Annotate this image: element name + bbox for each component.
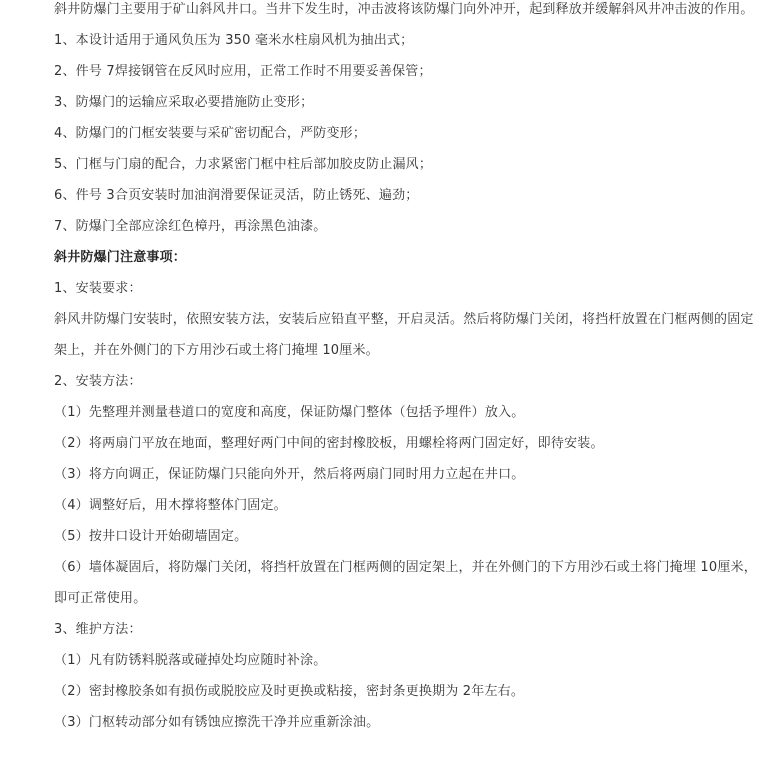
- paragraph: 1、本设计适用于通风负压为 350 毫米水柱扇风机为抽出式；: [54, 33, 414, 48]
- paragraph: （6）墙体凝固后，将防爆门关闭，将挡杆放置在门框两侧的固定架上，并在外侧门的下方用沙石或土将门掩埋 10厘米，即可正常使用。: [54, 560, 757, 606]
- paragraph: （4）调整好后，用木撑将整体门固定。: [54, 498, 287, 513]
- paragraph: 7、防爆门全部应涂红色樟丹，再涂黑色油漆。: [54, 219, 327, 234]
- paragraph: 4、防爆门的门框安装要与采矿密切配合，严防变形；: [54, 126, 367, 141]
- paragraph: （1）凡有防锈料脱落或碰掉处均应随时补涂。: [54, 653, 327, 668]
- paragraph: （5）按井口设计开始砌墙固定。: [54, 529, 248, 544]
- paragraph: 斜井防爆门主要用于矿山斜风井口。当井下发生时，冲击波将该防爆门向外冲开，起到释放并缓解斜风井冲击波的作用。: [54, 2, 754, 17]
- paragraph: （3）门枢转动部分如有锈蚀应擦洗干净并应重新涂油。: [54, 715, 380, 730]
- section-heading: 斜井防爆门注意事项：: [54, 250, 187, 265]
- paragraph: 6、件号 3合页安装时加油润滑要保证灵活，防止锈死、遍劲；: [54, 188, 419, 203]
- paragraph: 2、安装方法：: [54, 374, 142, 389]
- paragraph: （1）先整理并测量巷道口的宽度和高度，保证防爆门整体（包括予埋件）放入。: [54, 405, 525, 420]
- paragraph: （3）将方向调正，保证防爆门只能向外开，然后将两扇门同时用力立起在井口。: [54, 467, 525, 482]
- paragraph: 3、防爆门的运输应采取必要措施防止变形；: [54, 95, 314, 110]
- paragraph: 5、门框与门扇的配合，力求紧密门框中柱后部加胶皮防止漏风；: [54, 157, 433, 172]
- paragraph: 斜风井防爆门安装时，依照安装方法，安装后应铅直平整，开启灵活。然后将防爆门关闭，将挡杆放置在门框两侧的固定架上，并在外侧门的下方用沙石或土将门掩埋 10厘米。: [54, 312, 754, 358]
- paragraph: （2）密封橡胶条如有损伤或脱胶应及时更换或粘接，密封条更换期为 2年左右。: [54, 684, 525, 699]
- paragraph: 2、件号 7焊接钢管在反风时应用，正常工作时不用要妥善保管；: [54, 64, 432, 79]
- paragraph: （2）将两扇门平放在地面，整理好两门中间的密封橡胶板，用螺栓将两门固定好，即待安装。: [54, 436, 604, 451]
- paragraph: 1、安装要求：: [54, 281, 142, 296]
- document-body: [54, 0, 759, 738]
- paragraph: 3、维护方法：: [54, 622, 142, 637]
